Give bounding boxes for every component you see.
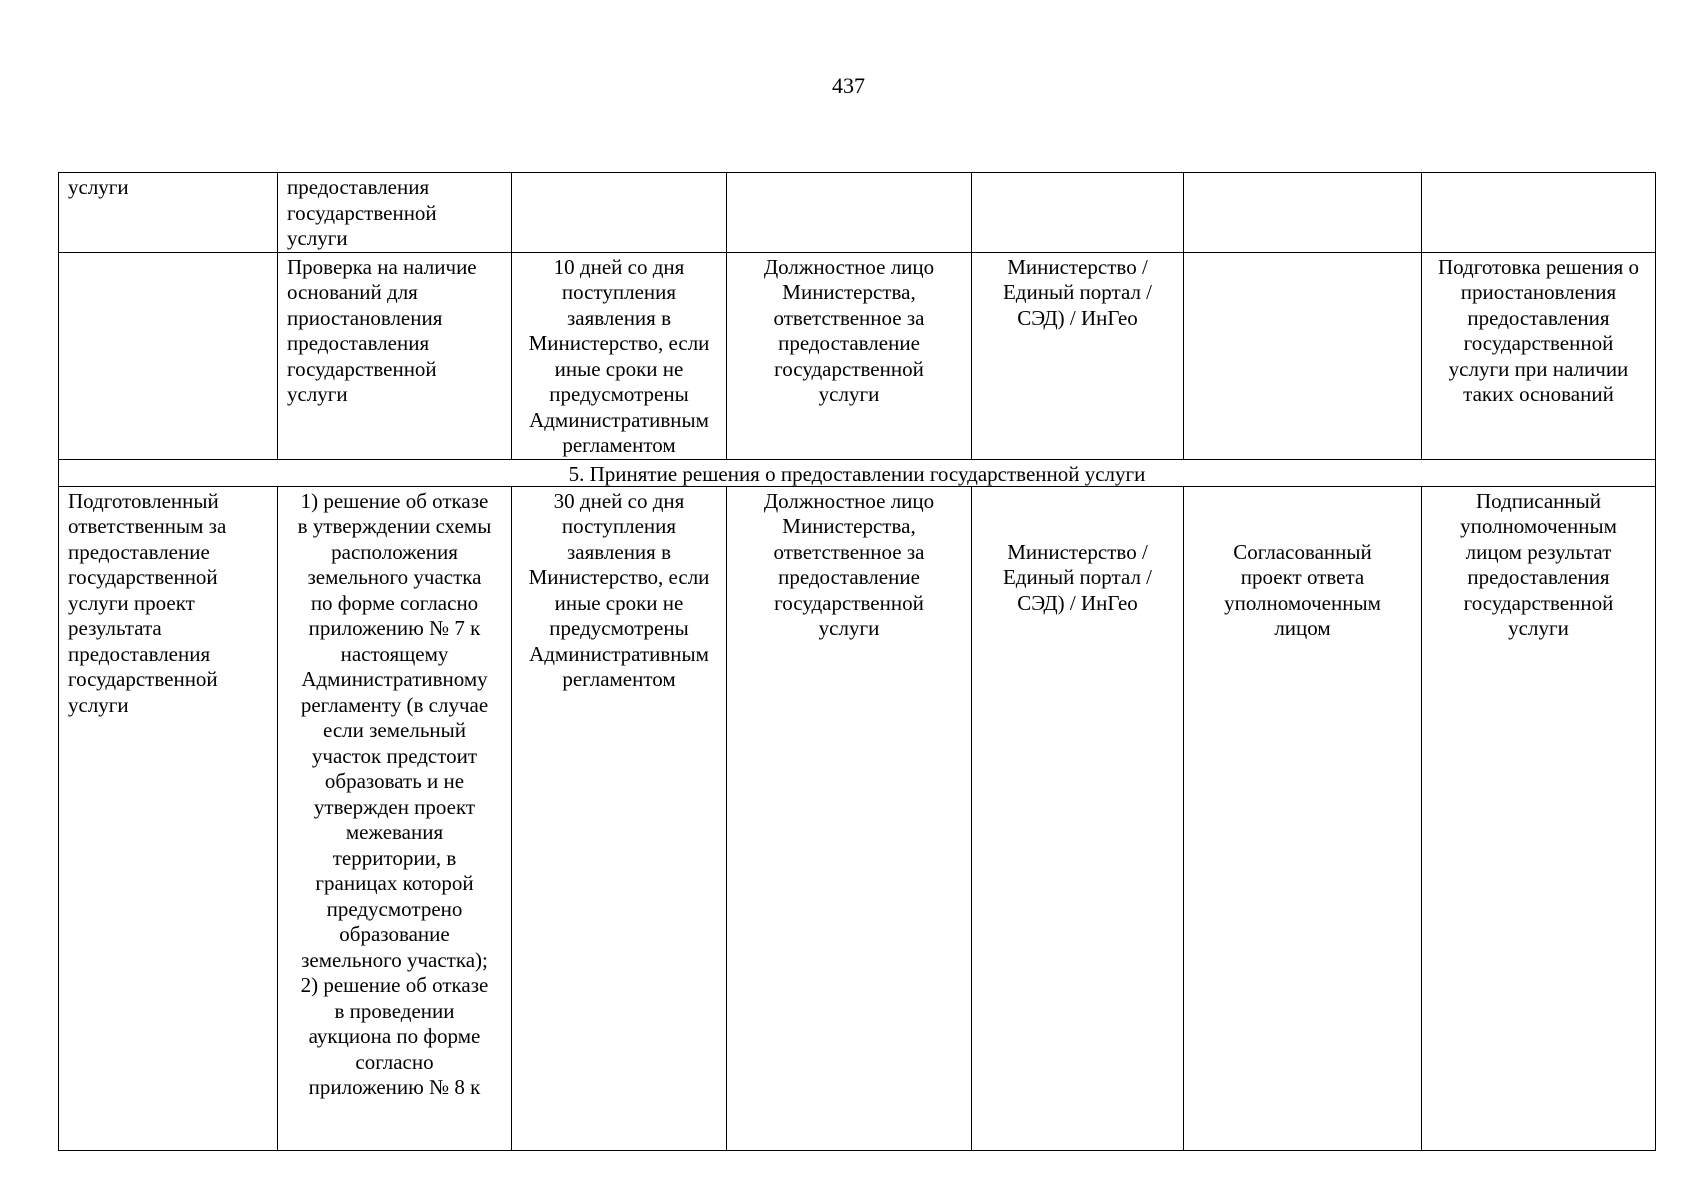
table-row [59,486,1656,1150]
responsible-official-cell: Должностное лицо Министерства, ответственное за предоставление государственной услуги [727,486,972,1150]
procedure-action-cell: 1) решение об отказе в утверждении схемы расположения земельного участка по форме согласно приложению № 7 к настоящему Административному регламенту (в случае если земельный участок предстоит образовать и не утвержден проект межевания территории, в границах которой предусмотрено образование земельного участка); 2) решение об отказе в проведении аукциона по форме согласно приложению № 8 к [278,486,512,1150]
basis-cell: Подготовленный ответственным за предоставление государственной услуги проект результата предоставления государственной услуги [59,486,278,1150]
system-cell: Министерство / Единый портал / СЭД) / ИнГео [972,252,1184,459]
section-row [59,459,1656,486]
criteria-cell: Согласованный проект ответа уполномоченным лицом [1184,486,1422,1150]
procedure-table [58,172,1656,1151]
table-cell [59,252,278,459]
table-cell [1184,173,1422,253]
table-cell: предоставления государственной услуги [278,173,512,253]
page-number: 437 [832,73,865,98]
table-cell [512,173,727,253]
deadline-cell: 10 дней со дня поступления заявления в Министерство, если иные сроки не предусмотрены Административным регламентом [512,252,727,459]
responsible-official-cell: Должностное лицо Министерства, ответственное за предоставление государственной услуги [727,252,972,459]
procedure-action-cell: Проверка на наличие оснований для приостановления предоставления государственной услуги [278,252,512,459]
table-cell [972,173,1184,253]
system-cell: Министерство / Единый портал / СЭД) / ИнГео [972,486,1184,1150]
table-cell: услуги [59,173,278,253]
table-row [59,173,1656,253]
result-cell: Подготовка решения о приостановления предоставления государственной услуги при наличии таких оснований [1422,252,1656,459]
section-title: 5. Принятие решения о предоставлении государственной услуги [59,459,1656,486]
table-row [59,252,1656,459]
deadline-cell: 30 дней со дня поступления заявления в Министерство, если иные сроки не предусмотрены Административным регламентом [512,486,727,1150]
result-cell: Подписанный уполномоченным лицом результат предоставления государственной услуги [1422,486,1656,1150]
criteria-cell [1184,252,1422,459]
table-cell [727,173,972,253]
table-cell [1422,173,1656,253]
